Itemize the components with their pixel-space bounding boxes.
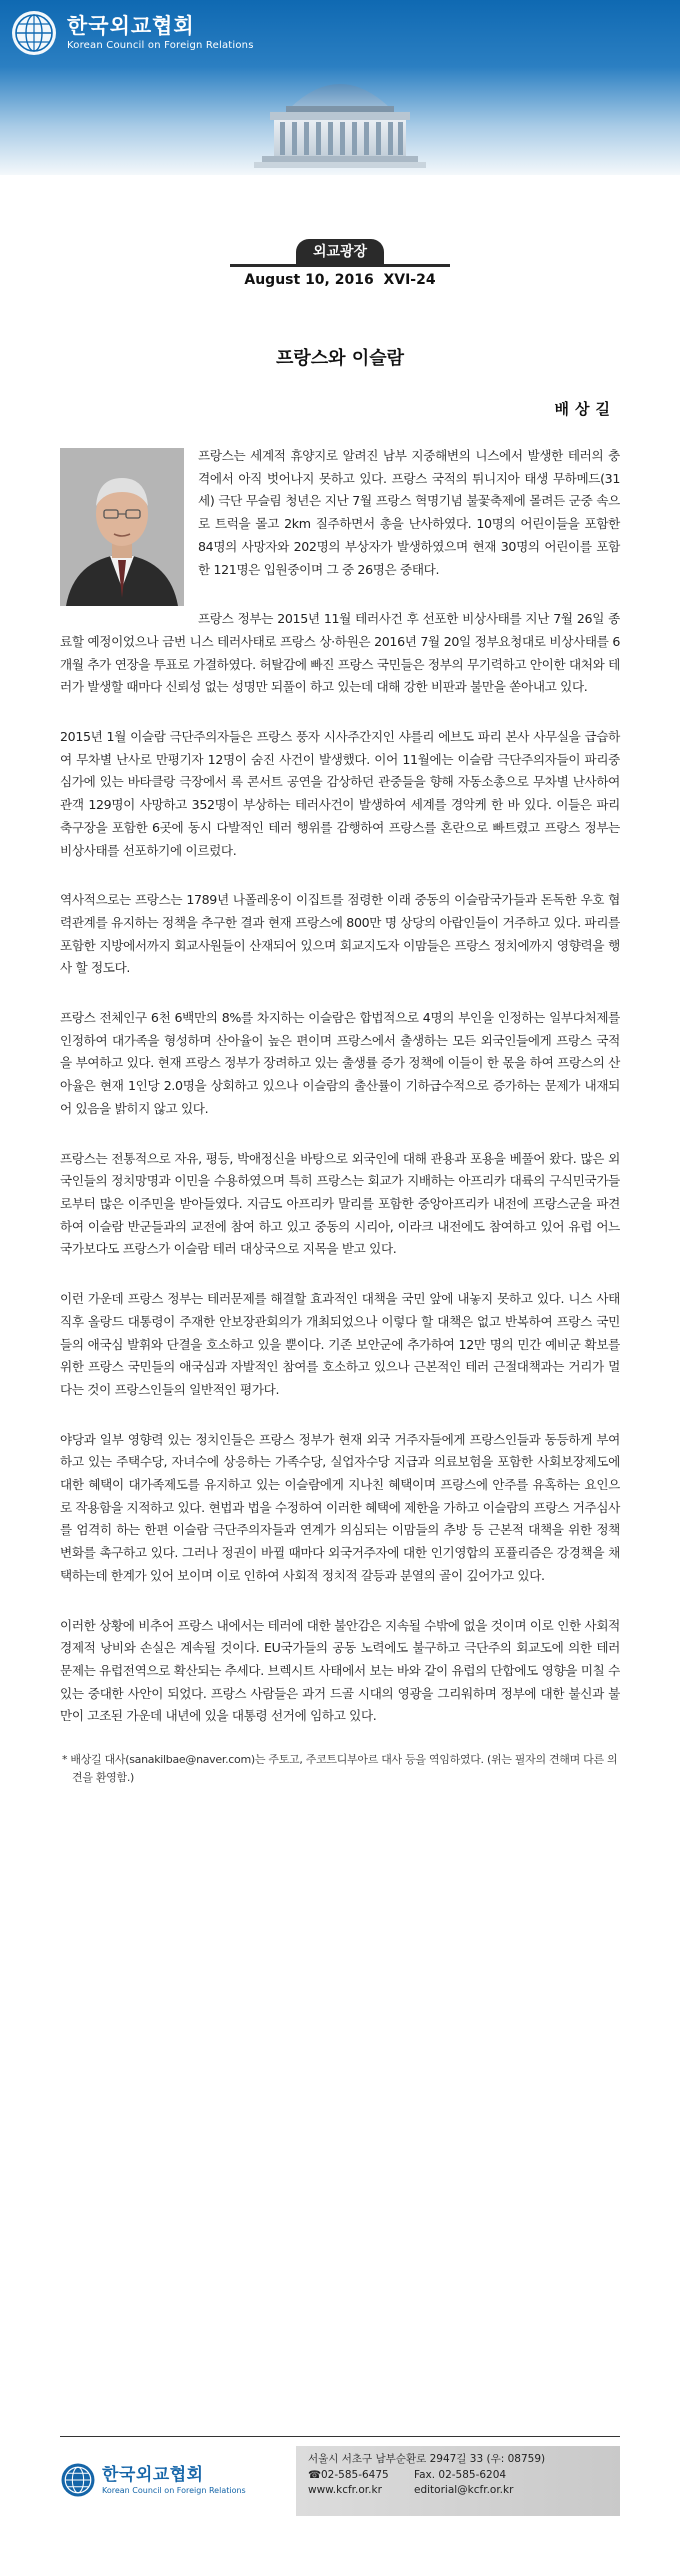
phone-icon: ☎: [308, 2468, 322, 2481]
article-paragraph: 이런 가운데 프랑스 정부는 테러문제를 해결할 효과적인 대책을 국민 앞에 내놓지 못하고 있다. 니스 사태 직후 올랑드 대통령이 주재한 안보장관회의가 개최되었으나 이렇다 할 대책은 없고 반복하여 프랑스 국민들의 애국심 발휘와 단결을 호소하고 있을 뿐이다. 기존 보안군에 추가하여 12만 명의 민간 예비군 확보를 위한 프랑스 국민들의 애국심과 자발적인 참여를 호소하고 있으나 근본적인 테러 근절대책과는 거리가 멀다는 것이 프랑스인들의 일반적인 평가다.: [60, 1291, 620, 1397]
article-paragraph: 야당과 일부 영향력 있는 정치인들은 프랑스 정부가 현재 외국 거주자들에게 프랑스인들과 동등하게 부여하고 있는 주택수당, 자녀수에 상응하는 가족수당, 실업자수당 지급과 의료보험을 포함한 사회보장제도에 대한 혜택이 대가족제도를 유지하고 있는 이슬람에게 지나친 혜택이며 프랑스에 안주를 유혹하는 요인으로 작용함을 지적하고 있다. 현법과 법을 수정하여 이러한 혜택에 제한을 가하고 이슬람의 프랑스 거주심사를 엄격히 하는 한편 이슬람 극단주의자들과 연계가 의심되는 이맘들의 추방 등 근본적 대책을 위한 정책 변화를 촉구하고 있다. 그러나 정권이 바뀔 때마다 외국거주자에 대한 인기영합의 포퓰리즘은 강경책을 채택하는데 한계가 있어 보이며 이로 인하여 사회적 정치적 갈등과 분열의 골이 깊어가고 있다.: [60, 1431, 620, 1583]
org-name: 한국외교협회: [67, 14, 195, 38]
national-assembly-building-icon: [252, 62, 428, 170]
article-author: 배상길: [554, 400, 616, 418]
author-footnote: * 배상길 대사(sanakilbae@naver.com)는 주토고, 주코트디부아르 대사 등을 역임하였다. (위는 필자의 견해며 다른 의견을 환영함.): [62, 1753, 618, 1785]
section-badge: 외교광장: [296, 239, 384, 264]
article-paragraph: 역사적으로는 프랑스는 1789년 나폴레옹이 이집트를 점령한 이래 중동의 이슬람국가들과 돈독한 우호 협력관계를 유지하는 정책을 추구한 결과 현재 프랑스에 800만 명 상당의 아랍인들이 거주하고 있다. 파리를 포함한 지방에서까지 회교사원들이 산재되어 있으며 회교지도자 이맘들은 프랑스 정치에까지 영향력을 행사 할 정도다.: [60, 892, 620, 976]
footer-logo-block: [60, 2462, 246, 2498]
article-body: [60, 445, 620, 1787]
masthead-banner: [0, 0, 680, 175]
globe-emblem-icon: [10, 9, 58, 57]
article-paragraph: 2015년 1월 이슬람 극단주의자들은 프랑스 풍자 시사주간지인 샤를리 에브도 파리 본사 사무실을 급습하여 무차별 난사로 만평기자 12명이 숨진 사건이 발생했다. 이어 11월에는 이슬람 극단주의자들이 파리중심가에 있는 바타클랑 극장에서 록 콘서트 공연을 감상하던 관중들을 향해 자동소총으로 무차별 난사하여 관객 129명이 사망하고 352명이 부상하는 테러사건이 발생하여 세계를 경악케 한 바 있다. 이들은 파리 축구장을 포함한 6곳에 동시 다발적인 테러 행위를 감행하여 프랑스를 혼란으로 빠트렸고 프랑스 정부는 비상사태를 선포하기에 이르렀다.: [60, 729, 620, 858]
issue-date: August 10, 2016: [244, 272, 374, 288]
article-title: 프랑스와 이슬람: [276, 348, 404, 369]
article-paragraph: 프랑스 전체인구 6천 6백만의 8%를 차지하는 이슬람은 합법적으로 4명의 부인을 인정하는 일부다처제를 인정하여 대가족을 형성하며 산아율이 높은 편이며 프랑스에서 출생하는 모든 외국인들에게 프랑스 국적을 부여하고 있다. 현재 프랑스 정부가 장려하고 있는 출생률 증가 정책에 이들이 한 몫을 하여 프랑스의 산아율은 현재 1인당 2.0명을 상회하고 있으나 이슬람의 출산률이 기하급수적으로 증가하는 문제가 내재되어 있음을 밝히지 않고 있다.: [60, 1010, 620, 1116]
org-logo-block: [10, 9, 254, 57]
contact-email[interactable]: editorial@kcfr.or.kr: [414, 2484, 514, 2496]
article-paragraph: 프랑스는 전통적으로 자유, 평등, 박애정신을 바탕으로 외국인에 대해 관용과 포용을 베풀어 왔다. 많은 외국인들의 정치망명과 이민을 수용하였으며 특히 프랑스는 회교가 지배하는 아프리카 대륙의 구식민국가들로부터 많은 이주민을 받아들였다. 지금도 아프리카 말리를 포함한 중앙아프리카 내전에 프랑스군을 파견하여 이슬람 반군들과의 교전에 참여 하고 있고 중동의 시리아, 이라크 내전에도 참여하고 있어 유럽 어느 국가보다도 프랑스가 이슬람 테러 대상국으로 지목을 받고 있다.: [60, 1150, 620, 1257]
contact-fax: Fax. 02-585-6204: [414, 2468, 507, 2481]
footer-org-name-en: Korean Council on Foreign Relations: [102, 2485, 246, 2495]
contact-tel: 02-585-6475: [321, 2468, 389, 2481]
author-portrait-icon: [60, 448, 184, 606]
author-photo: [60, 448, 184, 606]
contact-address: 서울시 서초구 남부순환로 2947길 33 (우: 08759): [308, 2453, 546, 2465]
footer-globe-emblem-icon: [60, 2462, 96, 2498]
issue-number: XVI-24: [383, 272, 436, 288]
contact-website[interactable]: www.kcfr.or.kr: [308, 2484, 382, 2496]
footer-org-name: 한국외교협회: [102, 2464, 204, 2485]
badge-divider: [230, 264, 450, 267]
issue-line: [0, 272, 680, 288]
article-paragraph: 프랑스는 세계적 휴양지로 알려진 남부 지중해변의 니스에서 발생한 테러의 충격에서 아직 벗어나지 못하고 있다. 프랑스 국적의 튀니지아 태생 무하메드(31세) 극단 무슬림 청년은 지난 7월 프랑스 혁명기념 불꽃축제에 몰려든 군중 속으로 트럭을 몰고 2km 질주하면서 총을 난사하였다. 10명의 어린이들을 포함한 84명의 사망자와 202명의 부상자가 발생하였으며 현재 30명의 어린이를 포함한 121명은 입원중이며 그 중 26명은 중태다.: [198, 448, 620, 577]
contact-box: [296, 2446, 620, 2516]
org-name-en: Korean Council on Foreign Relations: [67, 40, 254, 51]
article-paragraph: 이러한 상황에 비추어 프랑스 내에서는 테러에 대한 불안감은 지속될 수밖에 없을 것이며 이로 인한 사회적 경제적 낭비와 손실은 계속될 것이다. EU국가들의 공동 노력에도 불구하고 극단주의 회교도에 의한 테러 문제는 유럽전역으로 확산되는 추세다. 브렉시트 사태에서 보는 바와 같이 유럽의 단합에도 영향을 미칠 수 있는 중대한 사안이 되었다. 프랑스 사람들은 과거 드골 시대의 영광을 그리워하며 정부에 대한 불신과 불만이 고조된 가운데 내년에 있을 대통령 선거에 임하고 있다.: [60, 1617, 620, 1724]
article-paragraph: 프랑스 정부는 2015년 11월 테러사건 후 선포한 비상사태를 지난 7월 26일 종료할 예정이었으나 금번 니스 테러사태로 프랑스 상·하원은 2016년 7월 20일 정부요청대로 비상사태를 6개월 추가 연장을 투표로 가결하였다. 허탈감에 빠진 프랑스 국민들은 정부의 무기력하고 안이한 대처와 테러가 발생할 때마다 신뢰성 없는 성명만 되풀이 하고 있는데 대해 강한 비판과 불만을 쏟아내고 있다.: [60, 611, 620, 695]
footer-divider: [60, 2436, 620, 2437]
